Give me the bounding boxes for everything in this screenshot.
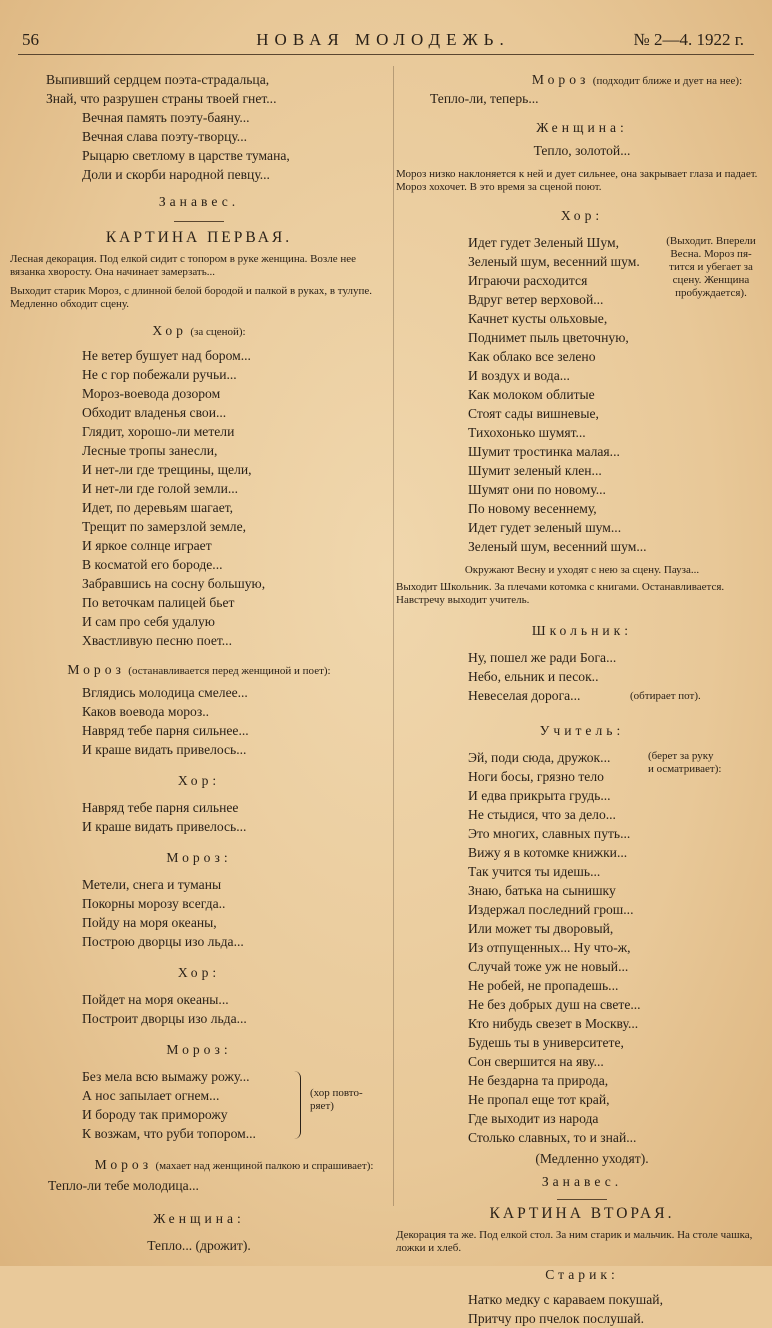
verse-line: Построит дворцы изо льда... [82, 1011, 247, 1026]
verse-line: Невеселая дорога... [468, 688, 581, 703]
note-line: и осматривает): [648, 763, 722, 775]
verse-line: Натко медку с караваем покушай, [468, 1292, 663, 1307]
verse-line: Не робей, не пропадешь... [468, 978, 619, 993]
moroz-label-2: Мороз: [166, 850, 232, 865]
moroz-line-5: Тепло-ли, теперь... [430, 91, 539, 106]
chorus-verse-2 [82, 798, 388, 836]
chorus-label-3: Хор: [177, 965, 221, 980]
moroz-label-3: Мороз: [166, 1042, 232, 1057]
verse-line: Шумит зеленый клен... [468, 463, 602, 478]
moroz-verse-2 [82, 875, 388, 951]
verse-line: И краше видать привелось... [82, 819, 247, 834]
verse-line: Где выходит из народа [468, 1111, 599, 1126]
column-divider [393, 66, 394, 1206]
epilogue-verse [82, 108, 388, 184]
moroz-label-4: Мороз [94, 1157, 153, 1172]
verse-line: Небо, ельник и песок.. [468, 669, 599, 684]
note-line: сцену. Женщина [672, 274, 750, 286]
verse-line: Пойдет на моря океаны... [82, 992, 229, 1007]
verse-line: Не стыдися, что за дело... [468, 807, 616, 822]
woman-label: Женщина: [153, 1211, 245, 1226]
verse-line: Шумит тростинка малая... [468, 444, 620, 459]
moroz-label-5: Мороз [531, 72, 590, 87]
verse-line: Без мела всю вымажу рожу... [82, 1069, 250, 1084]
verse-line: Хвастливую песню поет... [82, 633, 232, 648]
verse-line: Как облако все зелено [468, 349, 596, 364]
chorus-repeat-note [310, 1087, 363, 1113]
verse-line: Будешь ты в университете, [468, 1035, 624, 1050]
verse-line: Зеленый шум, весенний шум... [468, 539, 647, 554]
verse-line: Вечная память поэту-баяну... [82, 110, 250, 125]
verse-line: Это многих, славных путь... [468, 826, 631, 841]
verse-line: Вижу я в котомке книжки... [468, 845, 628, 860]
exit-direction: (Медленно уходят). [535, 1151, 649, 1166]
teacher-direction [648, 750, 721, 776]
curtain-label-2: Занавес. [541, 1174, 623, 1189]
verse-line: Не без добрых душ на свете... [468, 997, 641, 1012]
verse-line: Тихохонько шумят... [468, 425, 586, 440]
note-line: (Выходит. Вперели [666, 235, 756, 247]
chorus-label: Хор [152, 323, 187, 338]
verse-line: Покорны морозу всегда.. [82, 896, 226, 911]
verse-line: Построю дворцы изо льда... [82, 934, 244, 949]
scene2-stage-direction: Декорация та же. Под елкой стол. За ним старик и мальчик. На столе чашка, ложки и хлеб. [396, 1229, 753, 1254]
verse-line: По новому весеннему, [468, 501, 597, 516]
page-number: 56 [22, 30, 39, 49]
verse-line: Случай тоже уж не новый... [468, 959, 629, 974]
woman-line: Тепло... (дрожит). [147, 1238, 251, 1253]
pupil-direction: (обтирает пот). [630, 690, 701, 702]
left-column [10, 70, 388, 1255]
verse-line: Не ветер бушует над бором... [82, 348, 251, 363]
verse-line: И нет-ли где голой земли... [82, 481, 239, 496]
verse-line: Забравшись на сосну большую, [82, 576, 266, 591]
scene1-stage-direction-2: Выходит старик Мороз, с длинной белой бородой и палкой в руках, в тулупе. Медленно обходит сцену. [10, 285, 372, 310]
moroz-direction: (останавливается перед женщиной и поет): [128, 665, 331, 677]
verse-line: В косматой его бороде... [82, 557, 223, 572]
page-header [22, 30, 744, 52]
journal-title: НОВАЯ МОЛОДЕЖЬ. [256, 30, 510, 49]
curtain-label: Занавес. [158, 194, 240, 209]
right-column [396, 70, 768, 1328]
verse-line: Пойду на моря океаны, [82, 915, 217, 930]
verse-line: Качнет кусты ольховые, [468, 311, 608, 326]
teacher-label: Учитель: [539, 723, 625, 738]
chorus-label-4: Хор: [560, 208, 604, 223]
verse-line: Вечная слава поэту-творцу... [82, 129, 248, 144]
chorus-verse [82, 346, 388, 650]
verse-line: Идет, по деревьям шагает, [82, 500, 234, 515]
verse-brace [294, 1071, 301, 1139]
chorus-verse-3 [82, 990, 388, 1028]
verse-line: Трещит по замерзлой земле, [82, 519, 247, 534]
pupil-verse [468, 648, 768, 705]
verse-line: Каков воевода мороз.. [82, 704, 210, 719]
verse-line: Эй, поди сюда, дружок... [468, 750, 611, 765]
verse-line: Шумят они по новому... [468, 482, 606, 497]
stage-direction: Мороз низко наклоняется к ней и дует сильнее, она закрывает глаза и падает. Мороз хохочет. В это время за сценой поют. [396, 168, 758, 193]
verse-line: Идет гудет зеленый шум... [468, 520, 622, 535]
verse-line: Обходит владенья свои... [82, 405, 227, 420]
pupil-label: Школьник: [531, 623, 633, 638]
verse-line: Сон свершится на яву... [468, 1054, 604, 1069]
moroz-label: Мороз [67, 662, 125, 677]
moroz-direction-5: (подходит ближе и дует на нее): [592, 75, 743, 87]
verse-line: Не с гор побежали ручьи... [82, 367, 237, 382]
note-line: (хор повто- [310, 1087, 363, 1099]
verse-line: Зеленый шум, весенний шум. [468, 254, 640, 269]
verse-line: Вглядись молодица смелее... [82, 685, 248, 700]
issue-number: № 2—4. 1922 г. [633, 30, 744, 49]
moroz-direction-4: (махает над женщиной палкою и спрашивает): [155, 1160, 374, 1172]
woman-label-2: Женщина: [536, 120, 628, 135]
chorus-direction: (за сценой): [190, 326, 246, 338]
verse-line: К возжам, что руби топором... [82, 1126, 256, 1141]
verse-line: Доли и скорби народной певцу... [82, 167, 270, 182]
verse-line: По веточкам палицей бьет [82, 595, 235, 610]
verse-line: И нет-ли где трещины, щели, [82, 462, 252, 477]
verse-line: Стоят сады вишневые, [468, 406, 599, 421]
note-line: тится и убегает за [669, 261, 753, 273]
chorus-label-2: Хор: [177, 773, 221, 788]
verse-line: Или может ты дворовый, [468, 921, 614, 936]
old-man-label: Старик: [545, 1267, 619, 1282]
section-rule [174, 221, 224, 222]
verse-line: И краше видать привелось... [82, 742, 247, 757]
note-line: Весна. Мороз пя- [670, 248, 752, 260]
verse-line: Не бездарна та природа, [468, 1073, 609, 1088]
stage-direction-3: Выходит Школьник. За плечами котомка с книгами. Останавливается. Навстречу выходит учитель. [396, 581, 725, 606]
moroz-line: Тепло-ли тебе молодица... [48, 1178, 199, 1193]
verse-line: Лесные тропы занесли, [82, 443, 218, 458]
stage-direction-2: Окружают Весну и уходят с нею за сцену. Пауза... [464, 564, 700, 576]
note-line: (берет за руку [648, 750, 714, 762]
section-rule-2 [557, 1199, 607, 1200]
verse-line: Ноги босы, грязно тело [468, 769, 604, 784]
scene1-title: КАРТИНА ПЕРВАЯ. [105, 229, 293, 246]
moroz-verse [82, 683, 388, 759]
verse-line: Вдруг ветер верховой... [468, 292, 604, 307]
verse-line: Притчу про пчелок послушай. [468, 1311, 645, 1326]
epilogue-lines [46, 70, 388, 108]
verse-line: Рыцарю светлому в царстве тумана, [82, 148, 290, 163]
verse-line: И яркое солнце играет [82, 538, 212, 553]
note-line: ряет) [310, 1100, 334, 1112]
verse-line: Ну, пошел же ради Бога... [468, 650, 617, 665]
verse-line: Мороз-воевода дозором [82, 386, 221, 401]
old-man-verse [468, 1290, 768, 1328]
teacher-verse [468, 748, 768, 1147]
note-line: пробуждается). [675, 287, 747, 299]
verse-line: Так учится ты идешь... [468, 864, 601, 879]
scene2-title: КАРТИНА ВТОРАЯ. [489, 1205, 675, 1222]
verse-line: Издержал последний грош... [468, 902, 634, 917]
verse-line: Кто нибудь свезет в Москву... [468, 1016, 639, 1031]
woman-line-2: Тепло, золотой... [533, 143, 631, 158]
verse-line: Навряд тебе парня сильнее... [82, 723, 249, 738]
verse-line: Играючи расходится [468, 273, 588, 288]
verse-line: И едва прикрыта грудь... [468, 788, 611, 803]
header-rule [18, 54, 754, 55]
verse-line: Не пропал еще тот край, [468, 1092, 610, 1107]
verse-line: Знай, что разрушен страны твоей гнет... [46, 91, 277, 106]
verse-line: Поднимет пыль цветочную, [468, 330, 629, 345]
verse-line: И воздух и вода... [468, 368, 570, 383]
verse-line: И бороду так приморожу [82, 1107, 228, 1122]
verse-line: Знаю, батька на сынишку [468, 883, 616, 898]
verse-line: Навряд тебе парня сильнее [82, 800, 239, 815]
verse-line: Идет гудет Зеленый Шум, [468, 235, 619, 250]
verse-line: Глядит, хорошо-ли метели [82, 424, 235, 439]
verse-line: И сам про себя удалую [82, 614, 215, 629]
verse-line: Столько славных, то и знай... [468, 1130, 637, 1145]
spring-stage-direction [654, 235, 768, 300]
verse-line: Как молоком облитые [468, 387, 595, 402]
scene1-stage-direction: Лесная декорация. Под елкой сидит с топором в руке женщина. Возле нее вязанка хворосту. Она начинает замерзать... [10, 253, 357, 278]
verse-line: Метели, снега и туманы [82, 877, 222, 892]
verse-line: А нос запылает огнем... [82, 1088, 220, 1103]
verse-line: Из отпущенных... Ну что-ж, [468, 940, 631, 955]
verse-line: Выпивший сердцем поэта-страдальца, [46, 72, 270, 87]
